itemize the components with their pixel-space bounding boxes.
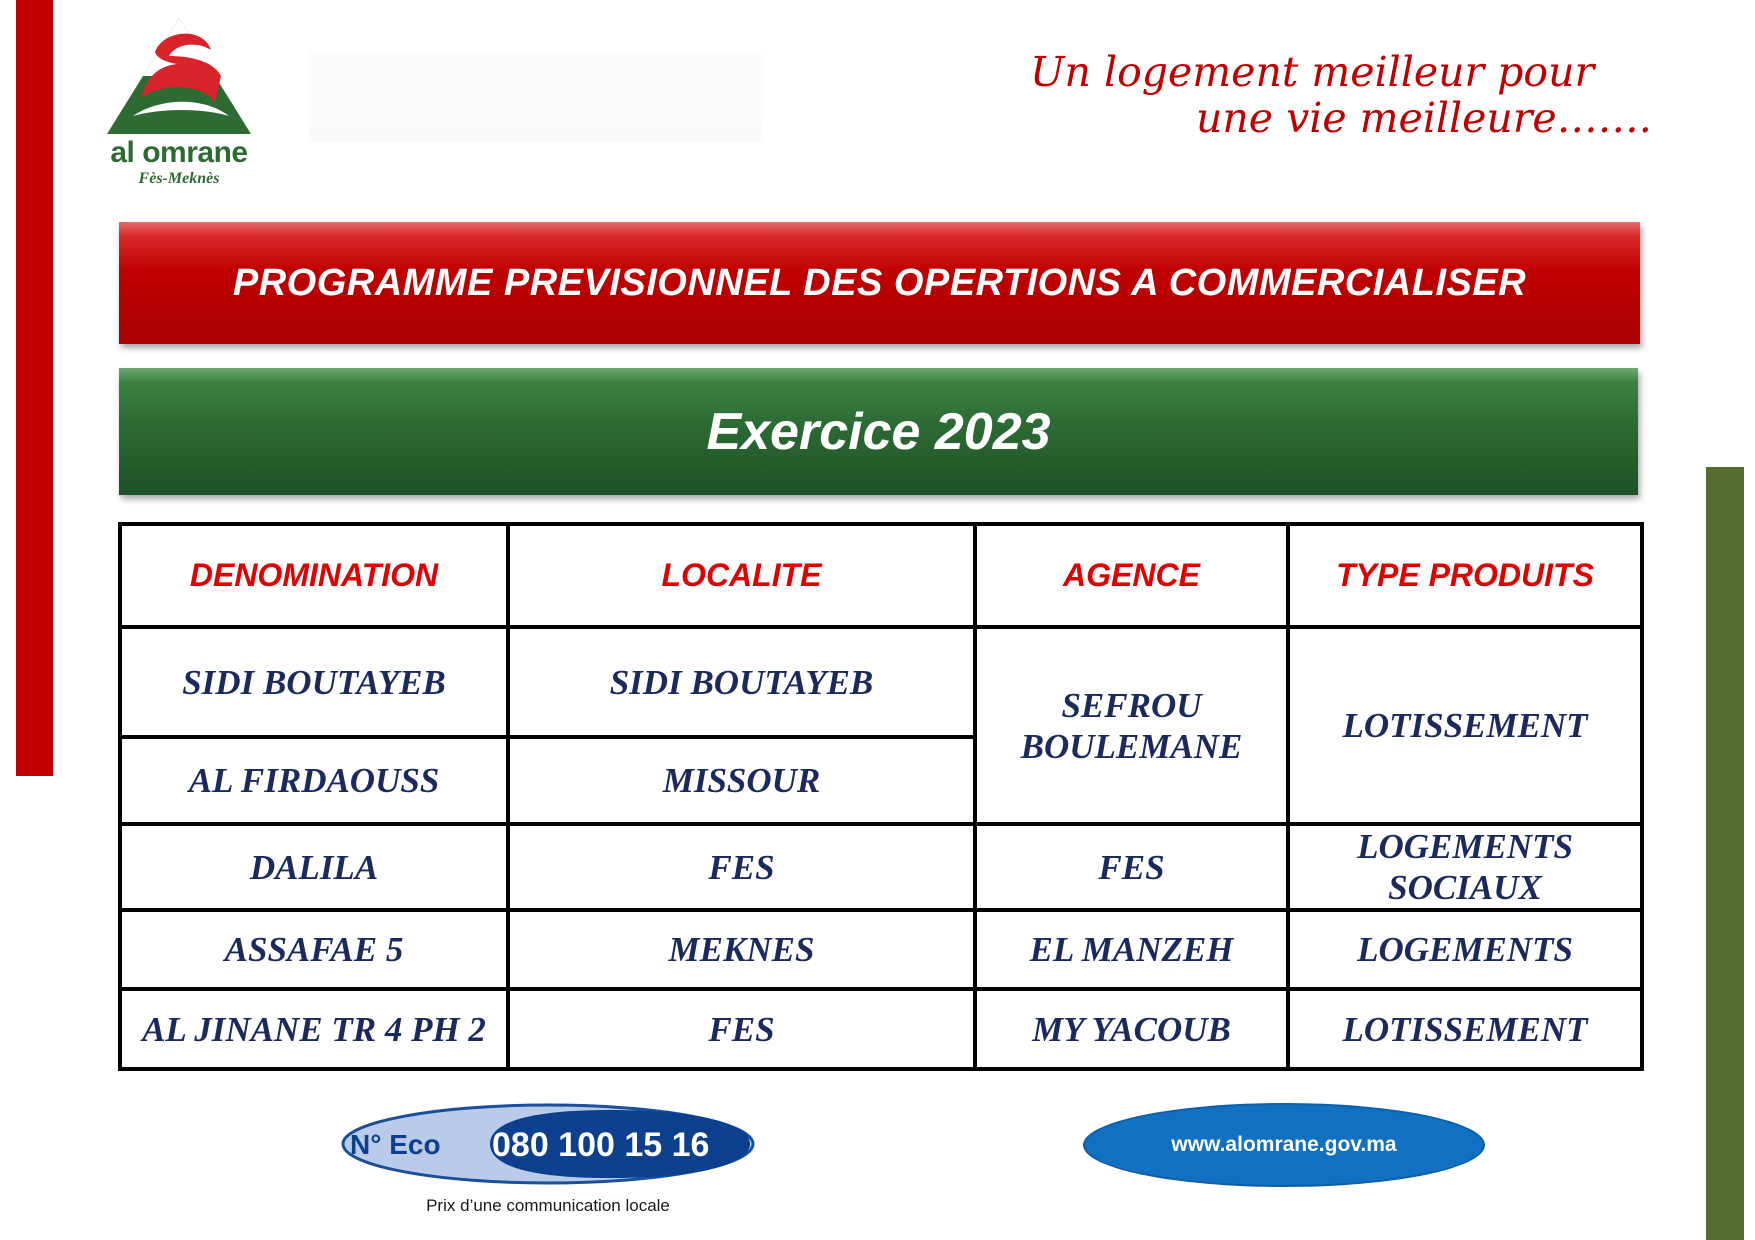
cell-localite: SIDI BOUTAYEB [508, 627, 975, 737]
logo-region: Fès-Meknès [138, 170, 220, 187]
website-link[interactable] [1083, 1103, 1485, 1187]
slogan-line-1: Un logement meilleur pour [1030, 48, 1595, 96]
eco-label: N° Eco [350, 1129, 441, 1160]
logo-triangle-icon [103, 12, 255, 142]
cell-denomination: AL JINANE TR 4 PH 2 [120, 989, 508, 1069]
table-row [120, 824, 1642, 910]
table-row [120, 910, 1642, 989]
cell-agence: FES [975, 824, 1288, 910]
cell-localite: FES [508, 989, 975, 1069]
cell-agence: EL MANZEH [975, 910, 1288, 989]
subtitle-banner [119, 368, 1638, 495]
exercise-year: Exercice 2023 [706, 402, 1051, 461]
right-green-stripe [1706, 467, 1744, 1240]
eco-number: 080 100 15 16 [492, 1126, 710, 1164]
cell-denomination: AL FIRDAOUSS [120, 737, 508, 824]
table-row [120, 627, 1642, 737]
cell-denomination: ASSAFAE 5 [120, 910, 508, 989]
cell-agence: SEFROU BOULEMANE [975, 627, 1288, 824]
left-red-stripe [16, 0, 53, 776]
cell-type: LOGEMENTS SOCIAUX [1288, 824, 1642, 910]
website-label: www.alomrane.gov.ma [1171, 1133, 1397, 1156]
operations-table [118, 522, 1644, 1071]
al-omrane-logo [103, 12, 255, 190]
cell-agence: MY YACOUB [975, 989, 1288, 1069]
header-localite: LOCALITE [508, 524, 975, 627]
slogan-line-2: une vie meilleure……. [1196, 94, 1652, 142]
header-type-produits: TYPE PRODUITS [1288, 524, 1642, 627]
faded-header-block [308, 50, 763, 142]
eco-number-badge [340, 1102, 756, 1186]
header-denomination: DENOMINATION [120, 524, 508, 627]
table-row [120, 989, 1642, 1069]
logo-wordmark: al omrane [110, 136, 248, 169]
cell-localite: FES [508, 824, 975, 910]
eco-note: Prix d’une communication locale [426, 1196, 670, 1215]
cell-localite: MISSOUR [508, 737, 975, 824]
cell-localite: MEKNES [508, 910, 975, 989]
cell-type: LOTISSEMENT [1288, 627, 1642, 824]
header-agence: AGENCE [975, 524, 1288, 627]
title-banner [119, 222, 1640, 344]
cell-denomination: DALILA [120, 824, 508, 910]
cell-denomination: SIDI BOUTAYEB [120, 627, 508, 737]
cell-type: LOTISSEMENT [1288, 989, 1642, 1069]
table-header-row [120, 524, 1642, 627]
cell-type: LOGEMENTS [1288, 910, 1642, 989]
page-title: PROGRAMME PREVISIONNEL DES OPERTIONS A COMMERCIALISER [232, 261, 1527, 304]
